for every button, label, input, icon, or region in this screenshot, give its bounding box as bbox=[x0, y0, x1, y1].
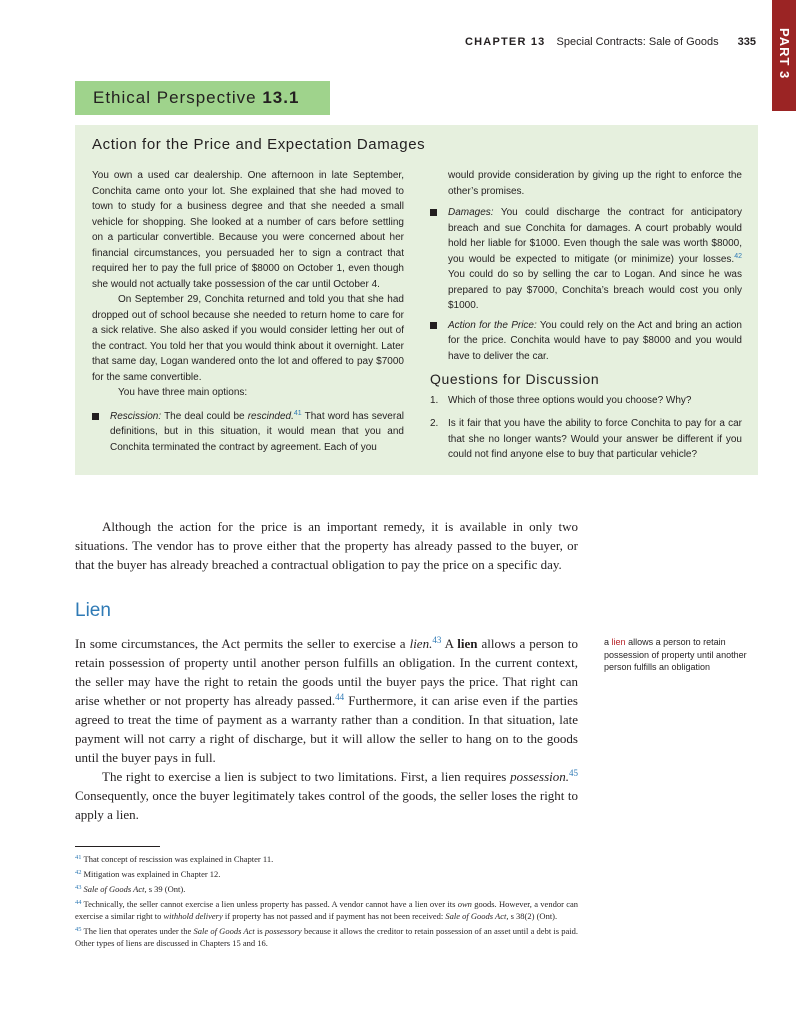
footnote-ref[interactable]: 43 bbox=[432, 635, 442, 645]
questions-heading: Questions for Discussion bbox=[430, 371, 600, 387]
ethical-paragraph: You own a used car dealership. One afternoon in late September, Conchita came onto your lot. She explained that she had moved to town to study for a business degree and that she needed a small vehicle for shopping. She looked at a number of cars before settling on a particular convertible. Because you were concerned about her financial circumstances, you persuaded her to sign a contract that required her to pay the full price of $8000 on October 1, even though she would not actually take possession of the car until October 4. bbox=[92, 170, 404, 290]
footnote-number: 44 bbox=[75, 899, 82, 906]
option-text: You could do so by selling the car to Logan. And since he was prepared to pay $7000, Conchita’s breach would cost you only $1000. bbox=[448, 269, 742, 311]
key-term: lien bbox=[457, 636, 478, 651]
option-text: That word has several definitions, but in this situation, it would mean that you and Conchita terminated the contract by agreement. Each of you bbox=[110, 410, 404, 453]
footnote-text: Technically, the seller cannot exercise a lien unless property has passed. A vendor cannot have a lien over its bbox=[83, 899, 456, 909]
margin-term: lien bbox=[611, 637, 626, 647]
footnote-ref[interactable]: 42 bbox=[734, 252, 742, 260]
option-text: The deal could be bbox=[164, 410, 245, 422]
ethical-paragraph: You have three main options: bbox=[118, 387, 248, 398]
footnote-text: own bbox=[457, 899, 472, 909]
footnote-text: withhold delivery bbox=[163, 911, 223, 921]
body-intro bbox=[75, 517, 578, 574]
text-run: In some circumstances, the Act permits the seller to exercise a bbox=[75, 636, 406, 651]
ethical-perspective-prefix: Ethical Perspective bbox=[93, 88, 257, 107]
footnote-number: 45 bbox=[75, 926, 82, 933]
footnote-divider bbox=[75, 846, 160, 847]
question-number: 2. bbox=[430, 418, 439, 429]
footnote-text: Sale of Goods Act, bbox=[83, 884, 147, 894]
footnote-text: s 38(2) (Ont). bbox=[510, 911, 558, 921]
footnote bbox=[75, 868, 578, 880]
footnote-text: Mitigation was explained in Chapter 12. bbox=[83, 869, 221, 879]
footnote-text: The lien that operates under the bbox=[83, 926, 192, 936]
footnote-number: 41 bbox=[75, 854, 82, 861]
ethical-perspective-label bbox=[75, 81, 330, 115]
footnote-text: s 39 (Ont). bbox=[148, 884, 186, 894]
option-label: Action for the Price: bbox=[448, 319, 537, 331]
question-number: 1. bbox=[430, 394, 439, 406]
footnote bbox=[75, 898, 578, 922]
footnote-ref[interactable]: 41 bbox=[293, 409, 302, 417]
text-run: A bbox=[444, 636, 454, 651]
footnote-ref[interactable]: 44 bbox=[335, 692, 345, 702]
bullet-square-icon bbox=[92, 413, 99, 420]
part-tab-label: PART 3 bbox=[777, 28, 792, 80]
footnote-text: is bbox=[256, 926, 263, 936]
text-run: allows a person to retain possession of property until another person fulfills an obligation. In the current context, the seller may have the right to retain the goods until the buyer pays the price. That right can arise whether or not property has already passed. bbox=[75, 636, 579, 708]
ethical-perspective-title: Action for the Price and Expectation Damages bbox=[92, 136, 426, 153]
option-rescission-continued: would provide consideration by giving up the right to enforce the other’s promises. bbox=[448, 170, 742, 197]
body-paragraph bbox=[75, 634, 578, 767]
text-run: The right to exercise a lien is subject to two limitations. First, a lien requires bbox=[102, 769, 507, 784]
margin-definition bbox=[604, 636, 754, 674]
bullet-square-icon bbox=[430, 322, 437, 329]
bullet-square-icon bbox=[430, 209, 437, 216]
footnote bbox=[75, 925, 578, 949]
ethical-paragraph: On September 29, Conchita returned and told you that she had dropped out of school because she needed to return home to care for a sick relative. She also asked if you would consider letting her out of the contract. You told her that you would think about it overnight. Later that same day, Logan wandered onto the lot and offered to pay $7000 for the same convertible. bbox=[92, 294, 404, 383]
footnote bbox=[75, 883, 578, 895]
running-header bbox=[465, 36, 756, 48]
ethical-perspective-number: 13.1 bbox=[262, 88, 300, 107]
footnote-text: Sale of Goods Act bbox=[193, 926, 255, 936]
footnote-text: possessory bbox=[264, 926, 302, 936]
italic-term: possession. bbox=[510, 769, 570, 784]
body-paragraph bbox=[75, 767, 578, 824]
option-action-for-price bbox=[430, 318, 742, 365]
margin-text: a bbox=[604, 637, 610, 647]
ethical-left-column bbox=[92, 168, 404, 455]
chapter-title: Special Contracts: Sale of Goods bbox=[556, 36, 719, 48]
option-label: Damages: bbox=[448, 207, 494, 218]
footnote-number: 43 bbox=[75, 884, 82, 891]
chapter-number: CHAPTER 13 bbox=[465, 36, 546, 48]
footnote-text: if property has not passed and if payment has not been received: bbox=[224, 911, 444, 921]
question-item bbox=[430, 416, 742, 463]
page-number: 335 bbox=[737, 36, 756, 48]
footnotes bbox=[75, 853, 578, 952]
margin-text: allows a person to retain possession of property until another person fulfills an obligation bbox=[604, 637, 747, 672]
option-rescission bbox=[92, 409, 404, 456]
footnote bbox=[75, 853, 578, 865]
option-label: Rescission: bbox=[110, 410, 162, 422]
body-paragraph: Although the action for the price is an important remedy, it is available in only two situations. The vendor has to prove either that the property has already passed to the buyer, or that the buyer has already breached a contractual obligation to pay the price on a specific day. bbox=[75, 519, 578, 572]
lien-body bbox=[75, 634, 578, 824]
option-damages bbox=[430, 205, 742, 314]
footnote-text: goods. However, a vendor can exercise a similar right to bbox=[75, 899, 579, 921]
section-heading-lien: Lien bbox=[75, 600, 111, 621]
footnote-text: That concept of rescission was explained in Chapter 11. bbox=[83, 854, 274, 864]
part-tab bbox=[772, 0, 796, 111]
footnote-ref[interactable]: 45 bbox=[569, 768, 579, 778]
question-text: Which of those three options would you choose? Why? bbox=[448, 394, 692, 406]
footnote-text: Sale of Goods Act, bbox=[445, 911, 509, 921]
text-run: Furthermore, it can arise even if the parties agreed to treat the time of payment as a warranty rather than a condition. In that situation, late payment will not carry a right of discharge, but it will allow the seller to hang on to the goods until the buyer pays in full. bbox=[75, 693, 578, 765]
option-term: rescinded. bbox=[247, 410, 294, 422]
option-text: You could rely on the Act and bring an action for the price. Conchita would have to pay $8000 and you would have to deliver the car. bbox=[448, 319, 742, 362]
footnote-text: because it allows the creditor to retain possession of an asset until a debt is paid. Other types of liens are discussed in Chapters 15 and 16. bbox=[75, 926, 579, 948]
italic-term: lien. bbox=[409, 636, 433, 651]
question-item bbox=[430, 393, 742, 409]
question-text: Is it fair that you have the ability to force Conchita to pay for a car that she no longer wants? Would your answer be different if you could not find anyone else to buy that particular vehicle? bbox=[448, 418, 742, 460]
footnote-number: 42 bbox=[75, 869, 82, 876]
option-text: You could discharge the contract for anticipatory breach and sue Conchita for damages. A court probably would hold her liable for $1000. Even though the sale was worth $8000, you would be expected to mitigate (or minimize) your losses. bbox=[448, 207, 742, 265]
ethical-right-column bbox=[430, 168, 742, 463]
text-run: Consequently, once the buyer legitimately takes control of the goods, the seller loses the right to apply a lien. bbox=[75, 788, 578, 822]
